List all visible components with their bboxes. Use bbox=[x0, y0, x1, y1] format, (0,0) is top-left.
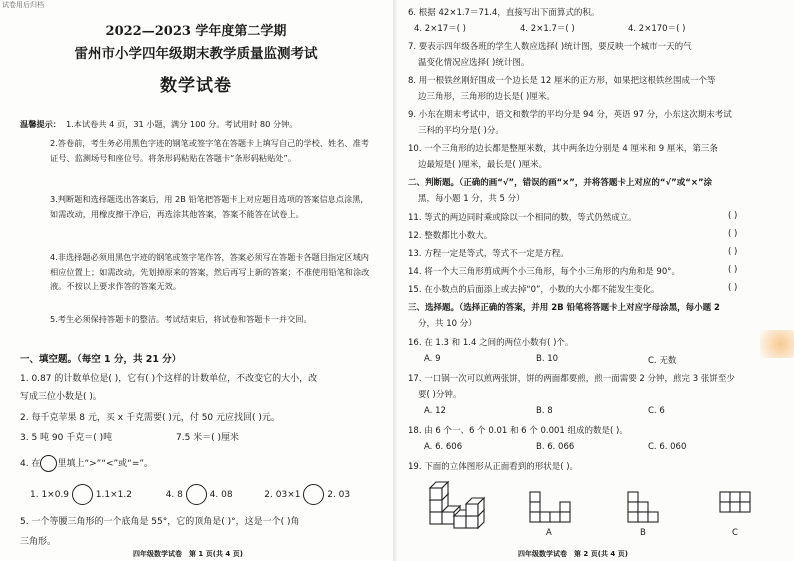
judge-11-bracket[interactable]: ( ) bbox=[728, 211, 738, 221]
view-option-a-icon bbox=[528, 490, 574, 526]
judge-11: 11. 等式的两边同时乘或除以一个相同的数，等式仍然成立。 bbox=[408, 213, 637, 223]
question-18: 18. 由 6 个一、6 个 0.01 和 6 个 0.001 组成的数是( )。 bbox=[408, 426, 628, 436]
question-6: 6. 根据 42×1.7＝71.4，直接写出下面算式的积。 bbox=[408, 8, 600, 18]
fig-label-b: B bbox=[640, 528, 646, 538]
judge-13: 13. 方程一定是等式，等式不一定是方程。 bbox=[408, 249, 569, 259]
question-4 bbox=[20, 455, 153, 472]
question-7-line-1: 7. 要表示四年级各班的学生人数应选择( )统计图，要反映一个城市一天的气 bbox=[408, 42, 692, 52]
scan-stain bbox=[760, 330, 794, 358]
right-exam-page bbox=[398, 0, 794, 561]
judge-15-bracket[interactable]: ( ) bbox=[728, 283, 738, 293]
question-2: 2. 每千克苹果 8 元，买 x 千克需要( )元，付 50 元应找回( )元。 bbox=[20, 413, 280, 423]
question-5-line-2: 三角形。 bbox=[20, 537, 57, 547]
judge-12-bracket[interactable]: ( ) bbox=[728, 229, 738, 239]
question-8-line-2: 边三角形，三角形的边长是( )厘米。 bbox=[418, 92, 555, 102]
tip-item-2: 2.答卷前，考生务必用黑色字迹的钢笔或签字笔在答题卡上填写自己的学校、姓名、准考证号、监测场号和座位号。将条形码粘贴在答题卡“条形码粘贴处”。 bbox=[50, 138, 369, 163]
question-4-suffix: 里填上“>”“<”或“=”。 bbox=[57, 459, 154, 469]
q17-option-c[interactable]: C. 6 bbox=[648, 406, 665, 416]
question-10-line-2: 边最短是( )厘米，最长是( )厘米。 bbox=[418, 160, 548, 170]
question-8-line-1: 8. 用一根铁丝刚好围成一个边长是 12 厘米的正方形，如果把这根铁丝围成一个等 bbox=[408, 76, 716, 86]
compare-right-2: 4. 08 bbox=[209, 490, 233, 500]
judge-13-bracket[interactable]: ( ) bbox=[728, 247, 738, 257]
page-footer-left: 四年级数学试卷 第 1 页(共 4 页) bbox=[133, 550, 243, 558]
compare-row bbox=[30, 484, 350, 505]
compare-right-1: 1.1×1.2 bbox=[95, 490, 132, 500]
question-17-line-2: 要( )分钟。 bbox=[418, 390, 462, 400]
tip-item-5: 5.考生必须保持答题卡的整洁。考试结束后，将试卷和答题卡一并交回。 bbox=[50, 314, 312, 324]
q16-option-a[interactable]: A. 9 bbox=[424, 354, 441, 364]
question-1-line-1: 1. 0.87 的计数单位是( )，它有( )个这样的计数单位，不改变它的大小，改 bbox=[20, 374, 318, 384]
q16-option-b[interactable]: B. 10 bbox=[536, 354, 559, 364]
answer-circle-3[interactable] bbox=[303, 484, 324, 505]
fig-label-a: A bbox=[546, 528, 552, 538]
subject-title: 数学试卷 bbox=[160, 76, 232, 96]
judge-12: 12. 整数都比小数大。 bbox=[408, 231, 493, 241]
question-17-line-1: 17. 一口锅一次可以煎两张饼，饼的两面都要煎，煎一面需要 2 分钟，煎完 3 张饼至少 bbox=[408, 374, 735, 384]
tips-label: 温馨提示： bbox=[20, 119, 61, 129]
question-4-prefix: 4. 在 bbox=[20, 459, 41, 469]
q17-option-b[interactable]: B. 8 bbox=[536, 406, 553, 416]
q16-option-c[interactable]: C. 无数 bbox=[648, 356, 677, 366]
question-3-part-a: 3. 5 吨 90 千克＝( )吨 bbox=[20, 433, 113, 443]
section-judge-line-2: 黑，每小题 1 分，共 5 分） bbox=[418, 194, 525, 204]
view-option-c-icon bbox=[718, 490, 754, 526]
question-19: 19. 下面的立体图形从正面看到的形状是( )。 bbox=[408, 462, 579, 472]
question-5-line-1: 5. 一个等腰三角形的一个底角是 55°，它的顶角是( )°，这是一个( )角 bbox=[20, 517, 300, 527]
page-fold-divider bbox=[393, 0, 397, 561]
question-10-line-1: 10. 一个三角形的边长都是整厘米数，其中两条边分别是 4 厘米和 9 厘米，第三条 bbox=[408, 144, 718, 154]
tip-item-1: 1.本试卷共 4 页，31 小题，满分 100 分。考试用时 80 分钟。 bbox=[66, 119, 298, 129]
q18-option-c[interactable]: C. 6. 060 bbox=[648, 442, 687, 452]
judge-15: 15. 在小数点的后面添上或去掉“0”，小数的大小都不能发生变化。 bbox=[408, 285, 660, 295]
section-choice-line-2: 分，共 10 分） bbox=[418, 319, 477, 329]
question-6-item-3: 4. 2×170＝( ) bbox=[628, 24, 686, 34]
compare-left-3: 2. 03×1 bbox=[264, 490, 301, 500]
section-judge-line-1: 二、判断题。（正确的画“√”，错误的画“×”，并将答题卡上对应的“√”或“×”涂 bbox=[408, 178, 713, 188]
judge-14: 14. 将一个大三角形剪成两个小三角形，每个小三角形的内角和是 90°。 bbox=[408, 267, 680, 277]
fig-label-c: C bbox=[732, 528, 738, 538]
judge-14-bracket[interactable]: ( ) bbox=[728, 265, 738, 275]
compare-left-1: 1. 1×0.9 bbox=[30, 490, 70, 500]
question-9-line-1: 9. 小东在期末考试中，语文和数学的平均分是 94 分，英语 97 分，小东这次期末考试 bbox=[408, 110, 732, 120]
section-fill-blank: 一、填空题。（每空 1 分，共 21 分） bbox=[20, 354, 182, 365]
question-9-line-2: 三科的平均分是( )分。 bbox=[418, 126, 504, 136]
compare-circle-icon bbox=[40, 455, 57, 472]
left-exam-page bbox=[0, 0, 392, 561]
q18-option-a[interactable]: A. 6. 606 bbox=[424, 442, 463, 452]
exam-year-title: 2022—2023 学年度第二学期 bbox=[105, 24, 287, 39]
question-16: 16. 在 1.3 和 1.4 之间的两位小数有( )个。 bbox=[408, 338, 574, 348]
q17-option-a[interactable]: A. 12 bbox=[424, 406, 446, 416]
page-footer-right: 四年级数学试卷 第 2 页(共 4 页) bbox=[518, 550, 628, 558]
question-6-item-1: 4. 2×17＝( ) bbox=[414, 24, 466, 34]
exam-name-title: 雷州市小学四年级期末教学质量监测考试 bbox=[74, 46, 318, 62]
answer-circle-1[interactable] bbox=[72, 484, 93, 505]
question-7-line-2: 温变化情况应选择( )统计图。 bbox=[418, 58, 530, 68]
tip-item-4: 4.非选择题必须用黑色字迹的钢笔或签字笔作答，答案必须写在答题卡各题目指定区域内相应位置上；如需改动，先划掉原来的答案，然后再写上新的答案；不准使用铅笔和涂改液。不按以上要求作答的答案无效。 bbox=[50, 252, 370, 291]
compare-right-3: 2. 03 bbox=[327, 490, 351, 500]
answer-circle-2[interactable] bbox=[186, 484, 207, 505]
q18-option-b[interactable]: B. 6. 066 bbox=[536, 442, 575, 452]
compare-left-2: 4. 8 bbox=[165, 490, 183, 500]
question-6-item-2: 4. 2×1.7＝( ) bbox=[520, 24, 575, 34]
tip-item-3: 3.判断题和选择题选出答案后，用 2B 铅笔把答题卡上对应题目选项的答案信息点涂黑，如需改动，用橡皮擦干净后，再选涂其他答案，答案不能答在试卷上。 bbox=[50, 194, 369, 219]
view-option-b-icon bbox=[626, 490, 662, 526]
solid-cube-figure-icon bbox=[422, 476, 498, 538]
section-choice-line-1: 三、选择题。（选择正确的答案，并用 2B 铅笔将答题卡上对应字母涂黑，每小题 2 bbox=[408, 303, 720, 313]
question-1-line-2: 写成三位小数是( )。 bbox=[20, 392, 102, 402]
corner-stamp: 试卷用后归档 bbox=[2, 1, 44, 9]
question-3-part-b: 7.5 米＝( )厘米 bbox=[176, 433, 240, 443]
